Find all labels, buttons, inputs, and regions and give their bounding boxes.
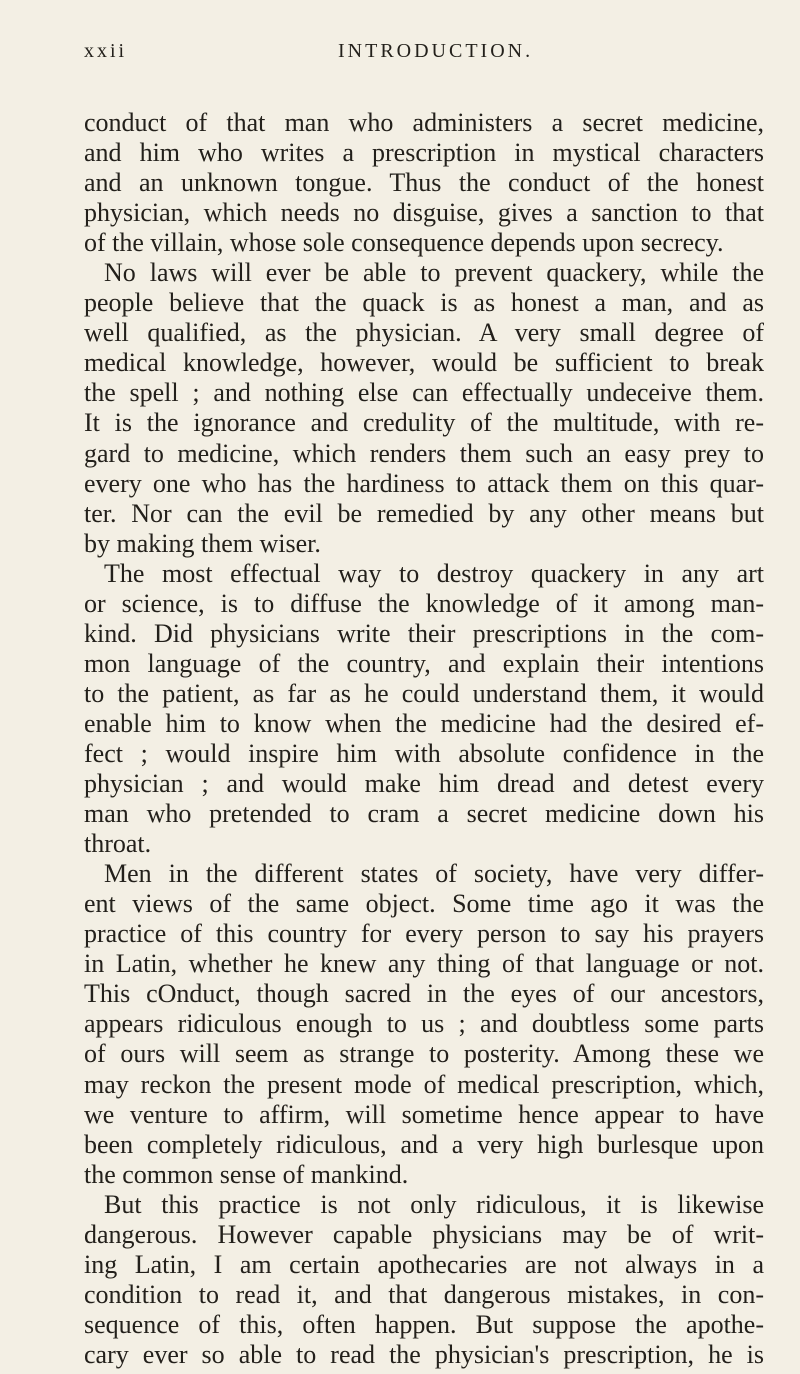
text-line: physician, which needs no disguise, gives a sanction to that [84, 198, 764, 228]
text-line: ent views of the same object. Some time ago it was the [84, 889, 764, 919]
text-line: the spell ; and nothing else can effectually undeceive them. [84, 378, 764, 408]
page-header [84, 40, 760, 80]
text-line: in Latin, whether he knew any thing of that language or not. [84, 949, 764, 979]
text-line: medical knowledge, however, would be sufficient to break [84, 348, 764, 378]
text-line: physician ; and would make him dread and detest every [84, 769, 764, 799]
text-line: throat. [84, 829, 152, 859]
text-line: ter. Nor can the evil be remedied by any other means but [84, 498, 764, 528]
text-line: we venture to affirm, will sometime hence appear to have [84, 1099, 764, 1129]
text-line: condition to read it, and that dangerous mistakes, in con- [84, 1279, 764, 1309]
text-line: practice of this country for every person to say his prayers [84, 919, 764, 949]
text-line: sequence of this, often happen. But suppose the apothe- [84, 1309, 764, 1339]
text-line: dangerous. However capable physicians may be of writ- [84, 1219, 764, 1249]
text-line: man who pretended to cram a secret medicine down his [84, 799, 764, 829]
text-line: gard to medicine, which renders them such an easy prey to [84, 438, 764, 468]
text-line: and him who writes a prescription in mystical characters [84, 138, 764, 168]
text-line: and an unknown tongue. Thus the conduct of the honest [84, 168, 764, 198]
text-line: by making them wiser. [84, 528, 321, 558]
text-line: The most effectual way to destroy quackery in any art [104, 558, 764, 588]
text-line: been completely ridiculous, and a very high burlesque upon [84, 1129, 764, 1159]
body-text [84, 108, 764, 1370]
text-line: appears ridiculous enough to us ; and doubtless some parts [84, 1009, 764, 1039]
text-line: ing Latin, I am certain apothecaries are not always in a [84, 1249, 764, 1279]
running-title: INTRODUCTION. [338, 40, 534, 62]
text-line: of the villain, whose sole consequence depends upon secrecy. [84, 228, 724, 258]
text-line: This cOnduct, though sacred in the eyes of our ancestors, [84, 979, 764, 1009]
text-line: of ours will seem as strange to posterity. Among these we [84, 1039, 764, 1069]
page-number: xxii [84, 40, 128, 62]
text-line: enable him to know when the medicine had the desired ef- [84, 708, 764, 738]
text-line: well qualified, as the physician. A very small degree of [84, 318, 764, 348]
text-line: conduct of that man who administers a secret medicine, [84, 108, 764, 137]
text-line: No laws will ever be able to prevent quackery, while the [104, 258, 764, 288]
text-line: fect ; would inspire him with absolute confidence in the [84, 738, 764, 768]
text-line: Men in the different states of society, have very differ- [104, 859, 764, 889]
text-line: cary ever so able to read the physician's prescription, he is [84, 1339, 764, 1369]
text-line: mon language of the country, and explain their intentions [84, 648, 764, 678]
text-line: to the patient, as far as he could understand them, it would [84, 678, 764, 708]
text-line: people believe that the quack is as honest a man, and as [84, 288, 764, 318]
text-line: kind. Did physicians write their prescriptions in the com- [84, 618, 764, 648]
text-line: or science, is to diffuse the knowledge of it among man- [84, 588, 764, 618]
text-line: may reckon the present mode of medical prescription, which, [84, 1069, 764, 1099]
text-line: But this practice is not only ridiculous, it is likewise [104, 1189, 764, 1219]
text-line: the common sense of mankind. [84, 1159, 409, 1189]
text-line: every one who has the hardiness to attack them on this quar- [84, 468, 764, 498]
text-line: It is the ignorance and credulity of the multitude, with re- [84, 408, 764, 438]
